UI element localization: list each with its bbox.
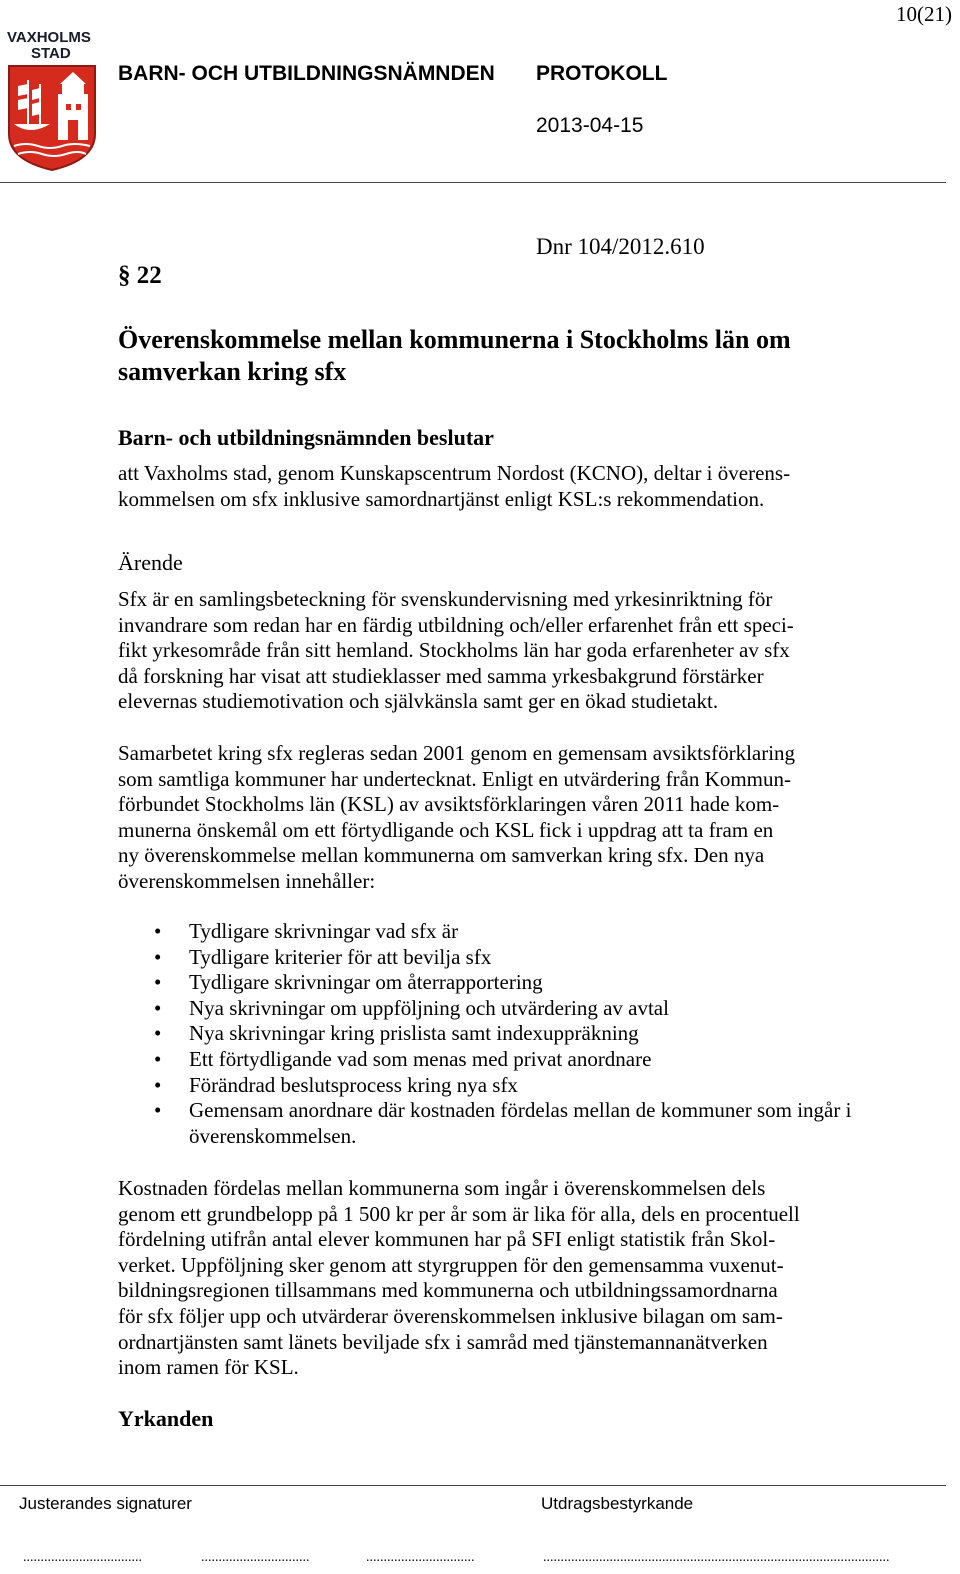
list-item: • Ett förtydligande vad som menas med privat anordnare <box>154 1046 652 1071</box>
certification-label: Utdragsbestyrkande <box>541 1494 694 1513</box>
signature-line-1: .................................. <box>23 1550 142 1565</box>
footer-divider <box>0 1485 946 1486</box>
bullet-icon: • <box>154 1072 162 1097</box>
contents-list <box>118 919 898 1149</box>
matter-paragraph-1: Sfx är en samlingsbeteckning för svenskundervisning med yrkesinriktning för invandrare som redan har en färdig utbildning och/eller erfarenhet från ett speci- fikt yrkesområde från sitt hemland. Stockholms län har goda erfarenheter av sfx då forskning har visat att studieklasser med samma yrkesbakgrund förstärker elevernas studiemotivation och självkänsla samt ger en ökad studietakt. <box>118 587 794 714</box>
matter-heading: Ärende <box>118 550 183 575</box>
logo-line-1: VAXHOLMS <box>7 29 91 46</box>
decision-text: att Vaxholms stad, genom Kunskapscentrum Nordost (KCNO), deltar i överens- kommelsen om sfx inklusive samordnartjänst enligt KSL:s rekommendation. <box>118 461 791 511</box>
decision-heading: Barn- och utbildningsnämnden beslutar <box>118 425 494 450</box>
case-title: Överenskommelse mellan kommunerna i Stockholms län om samverkan kring sfx <box>118 325 791 386</box>
bullet-icon: • <box>154 1021 162 1046</box>
list-item: • Tydligare skrivningar om återrapportering <box>154 970 543 995</box>
coat-of-arms-icon <box>6 64 98 172</box>
municipality-logo-text <box>7 30 91 62</box>
signature-line-3: ............................... <box>366 1550 475 1565</box>
header-divider <box>0 182 946 183</box>
paragraph-number: § 22 <box>118 262 162 289</box>
signature-line-2: ............................... <box>201 1550 310 1565</box>
bullet-icon: • <box>154 919 162 943</box>
list-item: • Gemensam anordnare där kostnaden fördelas mellan de kommuner som ingår i överenskommelsen. <box>154 1098 852 1148</box>
meeting-date: 2013-04-15 <box>536 114 644 137</box>
list-item: • Förändrad beslutsprocess kring nya sfx <box>154 1072 518 1097</box>
matter-paragraph-2: Samarbetet kring sfx regleras sedan 2001 genom en gemensam avsiktsförklaring som samtliga kommuner har undertecknat. Enligt en utvärdering från Kommun- förbundet Stockholms län (KSL) av avsiktsförklaringen våren 2011 hade kom- munerna önskemål om ett förtydligande och KSL fick i uppdrag att ta fram en ny överenskommelse mellan kommunerna om samverkan kring sfx. Den nya överenskommelsen innehåller: <box>118 741 796 893</box>
document-type: PROTOKOLL <box>536 62 668 85</box>
signatures-label: Justerandes signaturer <box>19 1494 192 1513</box>
committee-name: BARN- OCH UTBILDNINGSNÄMNDEN <box>118 62 495 85</box>
matter-paragraph-3: Kostnaden fördelas mellan kommunerna som ingår i överenskommelsen dels genom ett grundbelopp på 1 500 kr per år som är lika för alla, dels en procentuell fördelning utifrån antal elever kommunen har på SFI enligt statistik från Skol- verket. Uppföljning sker genom att styrgruppen för den gemensamma vuxenut- bildningsregionen tillsammans med kommunerna och utbildningssamordnarna för sfx följer upp och utvärderar överenskommelsen inklusive bilagan om sam- ordnartjänsten samt länets beviljade sfx i samråd med tjänstemannanätverken inom ramen för KSL. <box>118 1176 800 1380</box>
certification-line: ................................................................................................... <box>543 1550 890 1565</box>
bullet-icon: • <box>154 1046 162 1071</box>
bullet-icon: • <box>154 995 162 1020</box>
list-item: • Nya skrivningar kring prislista samt indexuppräkning <box>154 1021 639 1046</box>
page-number: 10(21) <box>896 2 952 26</box>
list-item: • Nya skrivningar om uppföljning och utvärdering av avtal <box>154 995 669 1020</box>
bullet-icon: • <box>154 944 162 969</box>
bullet-icon: • <box>154 1098 162 1123</box>
case-number: Dnr 104/2012.610 <box>536 234 705 259</box>
list-item: • Tydligare skrivningar vad sfx är <box>154 919 459 943</box>
bullet-icon: • <box>154 970 162 995</box>
logo-line-2: STAD <box>31 45 71 62</box>
list-item: • Tydligare kriterier för att bevilja sfx <box>154 944 492 969</box>
claims-heading: Yrkanden <box>118 1406 214 1431</box>
